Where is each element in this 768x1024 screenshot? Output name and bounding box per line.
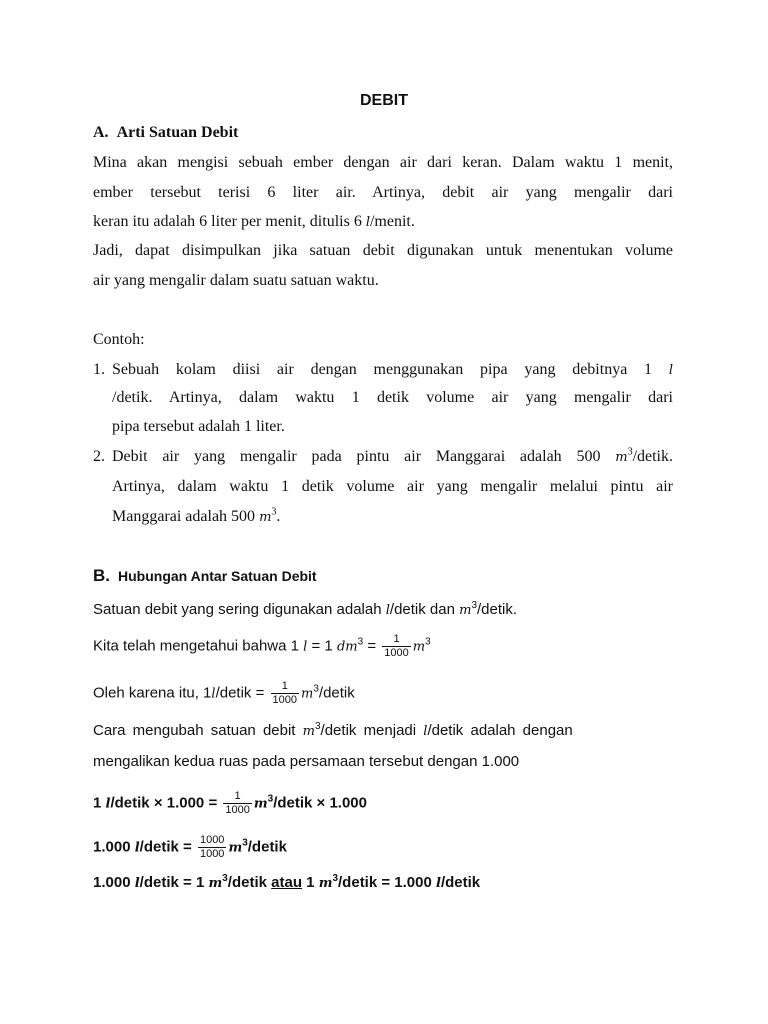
text: Debit air yang mengalir pada pintu air Manggarai adalah 500	[112, 448, 601, 465]
text: Sebuah kolam diisi air dengan menggunakan pipa yang debitnya 1	[112, 361, 653, 378]
text: Oleh karena itu, 1	[93, 684, 212, 702]
text: =	[363, 637, 381, 655]
unit-cubic-meter: m	[412, 639, 426, 655]
fraction-denominator: 1000	[199, 848, 225, 860]
text: /detik =	[139, 838, 196, 856]
paragraph-line: Jadi, dapat disimpulkan jika satuan debit digunakan untuk menentukan volume	[93, 242, 673, 259]
paragraph-line	[93, 213, 673, 231]
text: Kita telah mengetahui bahwa 1	[93, 637, 304, 655]
unit-cubic-meter: m	[318, 876, 333, 891]
text: /detik	[440, 874, 481, 891]
unit-cubic-meter: m	[208, 876, 223, 891]
equation-line	[93, 834, 673, 861]
unit-liter: l	[211, 686, 216, 702]
exponent: 3	[332, 873, 339, 884]
text: 1	[302, 874, 319, 891]
text: /detik	[318, 684, 355, 702]
exponent: 3	[267, 793, 274, 805]
text: /detik.	[632, 448, 673, 465]
unit-liter: l	[436, 876, 441, 891]
unit-liter: l	[134, 840, 140, 856]
list-number: 1.	[93, 361, 105, 378]
unit-cubic-meter: m	[302, 724, 315, 739]
unit-cubic-meter: m	[253, 796, 268, 812]
unit-liter: l	[668, 363, 673, 378]
text: /detik	[227, 874, 272, 891]
unit-liter: l	[385, 603, 390, 618]
text: 1.000	[93, 838, 135, 856]
paragraph-line	[93, 722, 673, 739]
unit-cubic-meter: m	[615, 450, 628, 465]
fraction-numerator: 1	[271, 680, 299, 694]
section-a-title: Arti Satuan Debit	[116, 124, 239, 141]
fraction	[382, 633, 410, 660]
unit-cubic-meter: m	[259, 510, 272, 525]
section-a-heading	[93, 124, 673, 142]
unit-liter: l	[303, 639, 308, 655]
equation-line	[93, 633, 673, 660]
unit-liter: l	[134, 876, 140, 891]
unit-cubic-meter: m	[228, 840, 243, 856]
equation-line	[93, 874, 673, 891]
text: /detik dan	[389, 601, 460, 618]
unit-cubic-meter: m	[459, 603, 472, 618]
exponent: 3	[471, 600, 478, 611]
equation-line	[93, 790, 673, 817]
fraction-denominator: 1000	[384, 647, 409, 659]
text: 1	[93, 794, 106, 812]
text: /detik = 1	[139, 874, 209, 891]
exponent: 3	[627, 446, 633, 458]
unit-cubic-decimeter: dm	[336, 639, 358, 655]
unit-liter: l	[423, 724, 428, 739]
example-heading: Contoh:	[93, 331, 145, 348]
list-item-line: Artinya, dalam waktu 1 detik volume air yang mengalir melalui pintu air	[112, 478, 673, 495]
section-b-label: B.	[93, 566, 110, 585]
list-item-line: pipa tersebut adalah 1 liter.	[112, 418, 285, 435]
list-item-line	[112, 361, 673, 379]
paragraph-line	[93, 601, 673, 618]
text: 1.000	[93, 874, 135, 891]
fraction-numerator: 1000	[199, 834, 225, 846]
text: /menit.	[369, 213, 415, 230]
list-number: 2.	[93, 448, 105, 465]
text: /detik adalah dengan	[427, 722, 573, 739]
section-b-title: Hubungan Antar Satuan Debit	[118, 568, 317, 584]
paragraph-line: ember tersebut terisi 6 liter air. Artinya, debit air yang mengalir dari	[93, 184, 673, 201]
fraction-denominator: 1000	[272, 694, 298, 706]
text: Satuan debit yang sering digunakan adalah	[93, 601, 386, 618]
equation-line	[93, 680, 673, 707]
exponent: 3	[425, 636, 431, 648]
section-a-label: A.	[93, 124, 109, 141]
fraction	[198, 834, 226, 861]
fraction-denominator: 1000	[225, 804, 250, 816]
text: /detik	[247, 838, 287, 856]
text: /detik =	[215, 684, 269, 702]
text: /detik menjadi	[320, 722, 417, 739]
paragraph-line: air yang mengalir dalam suatu satuan waktu.	[93, 272, 379, 289]
fraction-numerator: 1	[223, 790, 251, 804]
unit-liter: l	[105, 796, 111, 812]
unit-cubic-meter: m	[301, 686, 314, 702]
text: /detik = 1.000	[338, 874, 436, 891]
text: /detik × 1.000 =	[110, 794, 222, 812]
paragraph-line: Mina akan mengisi sebuah ember dengan air dari keran. Dalam waktu 1 menit,	[93, 154, 673, 171]
exponent: 3	[242, 837, 248, 849]
list-item-line	[112, 448, 673, 466]
text: .	[276, 508, 281, 525]
text: /detik × 1.000	[273, 794, 367, 812]
list-item-line: /detik. Artinya, dalam waktu 1 detik volume air yang mengalir dari	[112, 389, 673, 406]
section-b-heading	[93, 566, 317, 586]
text: /detik.	[477, 601, 518, 618]
page-title: DEBIT	[360, 92, 408, 109]
exponent: 3	[357, 636, 364, 648]
fraction	[271, 680, 299, 707]
unit-liter: l	[365, 215, 370, 230]
fraction	[223, 790, 251, 817]
exponent: 3	[313, 683, 319, 695]
underlined-word: atau	[271, 874, 302, 891]
text: keran itu adalah 6 liter per menit, ditulis 6	[93, 213, 366, 230]
exponent: 3	[271, 506, 277, 518]
fraction-numerator: 1	[382, 633, 410, 647]
text: Cara mengubah satuan debit	[93, 722, 296, 739]
list-item-line	[112, 508, 673, 526]
text: = 1	[307, 637, 337, 655]
text: Manggarai adalah 500	[112, 508, 256, 525]
exponent: 3	[222, 873, 228, 884]
exponent: 3	[314, 721, 321, 732]
paragraph-line: mengalikan kedua ruas pada persamaan tersebut dengan 1.000	[93, 753, 520, 770]
